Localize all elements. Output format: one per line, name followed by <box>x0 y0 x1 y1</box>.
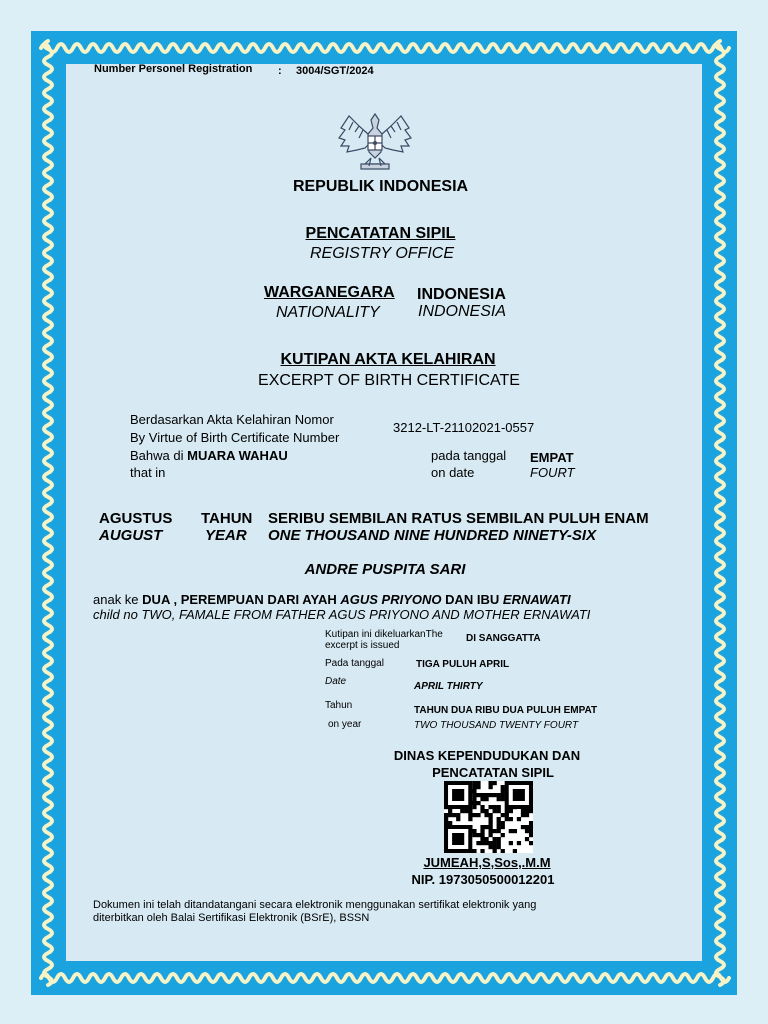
registration-separator: : <box>278 65 282 77</box>
e-signature-note-line2: diterbitkan oleh Balai Sertifikasi Elektronik (BSrE), BSSN <box>93 912 370 924</box>
year-label-en: YEAR <box>205 527 247 544</box>
office-subtitle: REGISTRY OFFICE <box>309 245 454 262</box>
nationality-value: INDONESIA <box>417 286 506 303</box>
birth-year-en: ONE THOUSAND NINE HUNDRED NINETY-SIX <box>268 527 597 544</box>
birth-day: EMPAT <box>530 450 574 465</box>
document-title: KUTIPAN AKTA KELAHIRAN <box>280 351 496 368</box>
child-name: ANDRE PUSPITA SARI <box>304 561 466 578</box>
father-name: AGUS PRIYONO <box>340 592 442 607</box>
document-subtitle: EXCERPT OF BIRTH CERTIFICATE <box>258 372 520 389</box>
issue-date-en: APRIL THIRTY <box>414 681 483 692</box>
country-title: REPUBLIK INDONESIA <box>292 178 469 195</box>
issued-label: Kutipan ini dikeluarkanThe <box>325 629 443 640</box>
birth-day-en: FOURT <box>530 465 575 480</box>
mother-prefix: DAN IBU <box>445 592 500 607</box>
issue-date: TIGA PULUH APRIL <box>416 659 510 670</box>
issuing-office: DINAS KEPENDUDUKAN DAN <box>393 748 581 763</box>
issue-date-label: Pada tanggal <box>325 658 384 669</box>
mother-name: ERNAWATI <box>502 592 571 607</box>
signer-nip: NIP. 1973050500012201 <box>411 872 555 887</box>
issued-label-en: excerpt is issued <box>325 640 400 651</box>
basis-label: Berdasarkan Akta Kelahiran Nomor <box>130 412 334 427</box>
garuda-emblem-icon <box>335 108 415 172</box>
child-order-text: DUA , PEREMPUAN DARI AYAH <box>142 592 337 607</box>
signer-name: JUMEAH,S,Sos,.M.M <box>423 855 551 870</box>
birth-month: AGUSTUS <box>99 510 173 527</box>
birth-place: MUARA WAHAU <box>187 448 288 463</box>
e-signature-note: Dokumen ini telah ditandatangani secara elektronik menggunakan sertifikat elektronik yang <box>93 899 537 911</box>
birth-month-en: AUGUST <box>99 527 163 544</box>
issue-year-en: TWO THOUSAND TWENTY FOURT <box>414 720 579 731</box>
nationality-value-en: INDONESIA <box>418 303 507 320</box>
registration-number: 3004/SGT/2024 <box>296 65 374 77</box>
certificate-number: 3212-LT-21102021-0557 <box>393 420 535 435</box>
date-label-en: on date <box>431 465 475 480</box>
year-label: TAHUN <box>201 510 253 527</box>
office-title: PENCATATAN SIPIL <box>305 225 456 242</box>
issue-year-label-en: on year <box>328 719 362 730</box>
qr-code-icon <box>444 781 533 853</box>
child-order-prefix: anak ke <box>93 592 139 607</box>
place-prefix: Bahwa di <box>130 448 184 463</box>
nationality-label: WARGANEGARA <box>264 284 395 301</box>
parentage-line-en: child no TWO, FAMALE FROM FATHER AGUS PRIYONO AND MOTHER ERNAWATI <box>93 607 591 622</box>
issuing-office-line2: PENCATATAN SIPIL <box>432 765 554 780</box>
birth-year: SERIBU SEMBILAN RATUS SEMBILAN PULUH ENAM <box>268 510 649 527</box>
date-label: pada tanggal <box>431 448 507 463</box>
nationality-label-en: NATIONALITY <box>276 304 380 321</box>
issued-place: DI SANGGATTA <box>466 633 541 644</box>
issue-date-label-en: Date <box>325 676 347 687</box>
issue-year: TAHUN DUA RIBU DUA PULUH EMPAT <box>414 705 598 716</box>
place-label-en: that in <box>130 465 166 480</box>
basis-label-en: By Virtue of Birth Certificate Number <box>130 430 340 445</box>
issue-year-label: Tahun <box>325 700 353 711</box>
parentage-line <box>93 592 571 607</box>
registration-label: Number Personel Registration <box>94 63 253 75</box>
